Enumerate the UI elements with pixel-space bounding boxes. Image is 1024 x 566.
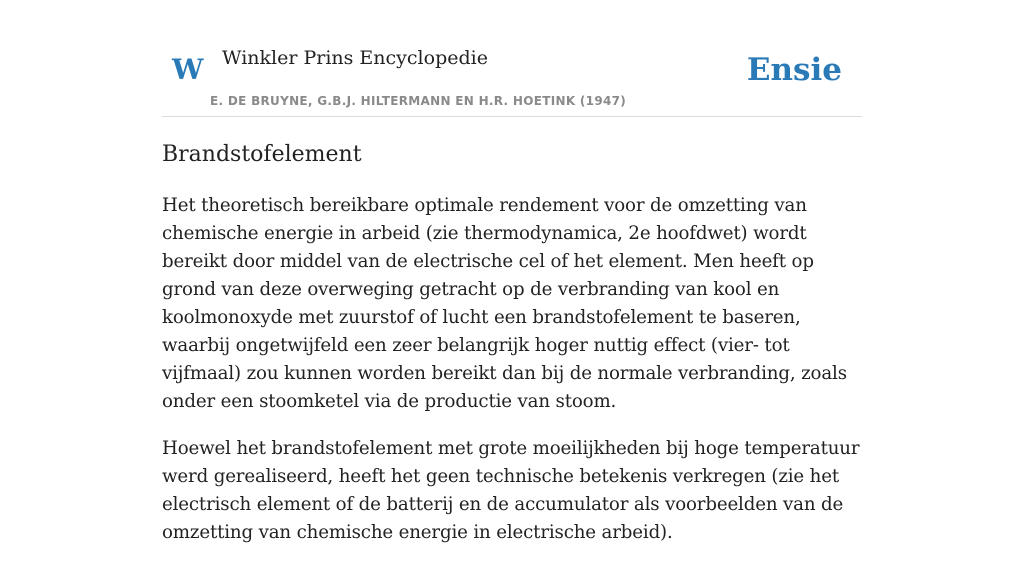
article-title: Brandstofelement — [162, 142, 362, 167]
ensie-logo[interactable]: Ensie — [746, 52, 842, 88]
article-paragraph: Het theoretisch bereikbare optimale rendement voor de omzetting van chemische energie in arbeid (zie thermodynamica, 2e hoofdwet) wordt bereikt door middel van de electrische cel of het element. Men heeft op grond van deze overweging getracht op de verbranding van kool en koolmonoxyde met zuurstof of lucht een brandstofelement te baseren, waarbij ongetwijfeld een zeer belangrijk hoger nuttig effect (vier- tot vijfmaal) zou kunnen worden bereikt dan bij de normale verbranding, zoals onder een stoomketel via de productie van stoom. — [162, 195, 847, 412]
encyclopedia-authors: E. DE BRUYNE, G.B.J. HILTERMANN EN H.R. HOETINK (1947) — [210, 94, 627, 108]
site-header — [162, 0, 862, 117]
article-paragraph: Hoewel het brandstofelement met grote moeilijkheden bij hoge temperatuur werd gerealiseerd, heeft het geen technische betekenis verkregen (zie het electrisch element of de batterij en de accumulator als voorbeelden van de omzetting van chemische energie in electrische arbeid). — [162, 438, 860, 543]
winkler-prins-logo[interactable]: W — [172, 53, 204, 86]
encyclopedia-title[interactable]: Winkler Prins Encyclopedie — [222, 47, 488, 69]
article-body — [162, 192, 862, 566]
